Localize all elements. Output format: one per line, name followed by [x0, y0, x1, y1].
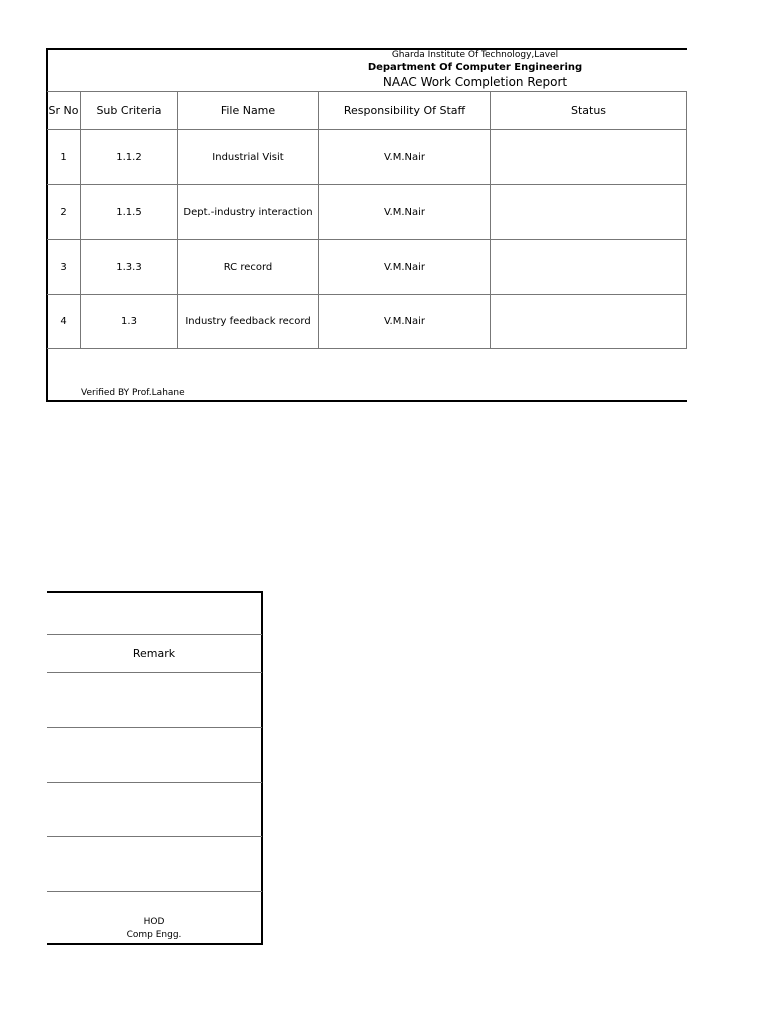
sub-criteria-cell: 1.1.5 [116, 206, 142, 218]
remark-cell [47, 837, 261, 891]
sr-no-cell: 4 [60, 316, 67, 327]
staff-cell: V.M.Nair [383, 151, 426, 163]
sr-no-cell: 1 [60, 151, 67, 163]
remark-cell [47, 673, 261, 727]
remark-cell [47, 783, 261, 836]
file-name-cell: Dept.-industry interaction [183, 206, 313, 218]
status-cell [491, 295, 686, 348]
staff-cell: V.M.Nair [383, 261, 426, 273]
header-status: Status [570, 104, 607, 117]
file-name-cell: RC record [223, 261, 273, 273]
hod-label: HOD [143, 917, 165, 927]
department-name: Department Of Computer Engineering [367, 62, 583, 73]
sub-criteria-cell: 1.3.3 [116, 261, 142, 273]
staff-cell: V.M.Nair [383, 316, 426, 327]
status-cell [491, 130, 686, 184]
header-responsibility: Responsibility Of Staff [343, 104, 466, 117]
report-title: NAAC Work Completion Report [382, 75, 568, 89]
header-remark: Remark [132, 647, 176, 660]
status-cell [491, 185, 686, 239]
sub-criteria-cell: 1.3 [121, 316, 137, 327]
header-sr-no: Sr No [48, 104, 79, 117]
header-sub-criteria: Sub Criteria [96, 104, 162, 117]
sr-no-cell: 2 [60, 206, 67, 218]
dept-label: Comp Engg. [126, 930, 182, 940]
file-name-cell: Industry feedback record [185, 316, 311, 327]
staff-cell: V.M.Nair [383, 206, 426, 218]
institute-name: Gharda Institute Of Technology,Lavel [391, 50, 559, 60]
remark-cell [47, 728, 261, 782]
sub-criteria-cell: 1.1.2 [116, 151, 142, 163]
verified-by: Verified BY Prof.Lahane [81, 388, 185, 398]
file-name-cell: Industrial Visit [212, 151, 284, 163]
status-cell [491, 240, 686, 294]
header-file-name: File Name [220, 104, 276, 117]
sr-no-cell: 3 [60, 261, 67, 273]
